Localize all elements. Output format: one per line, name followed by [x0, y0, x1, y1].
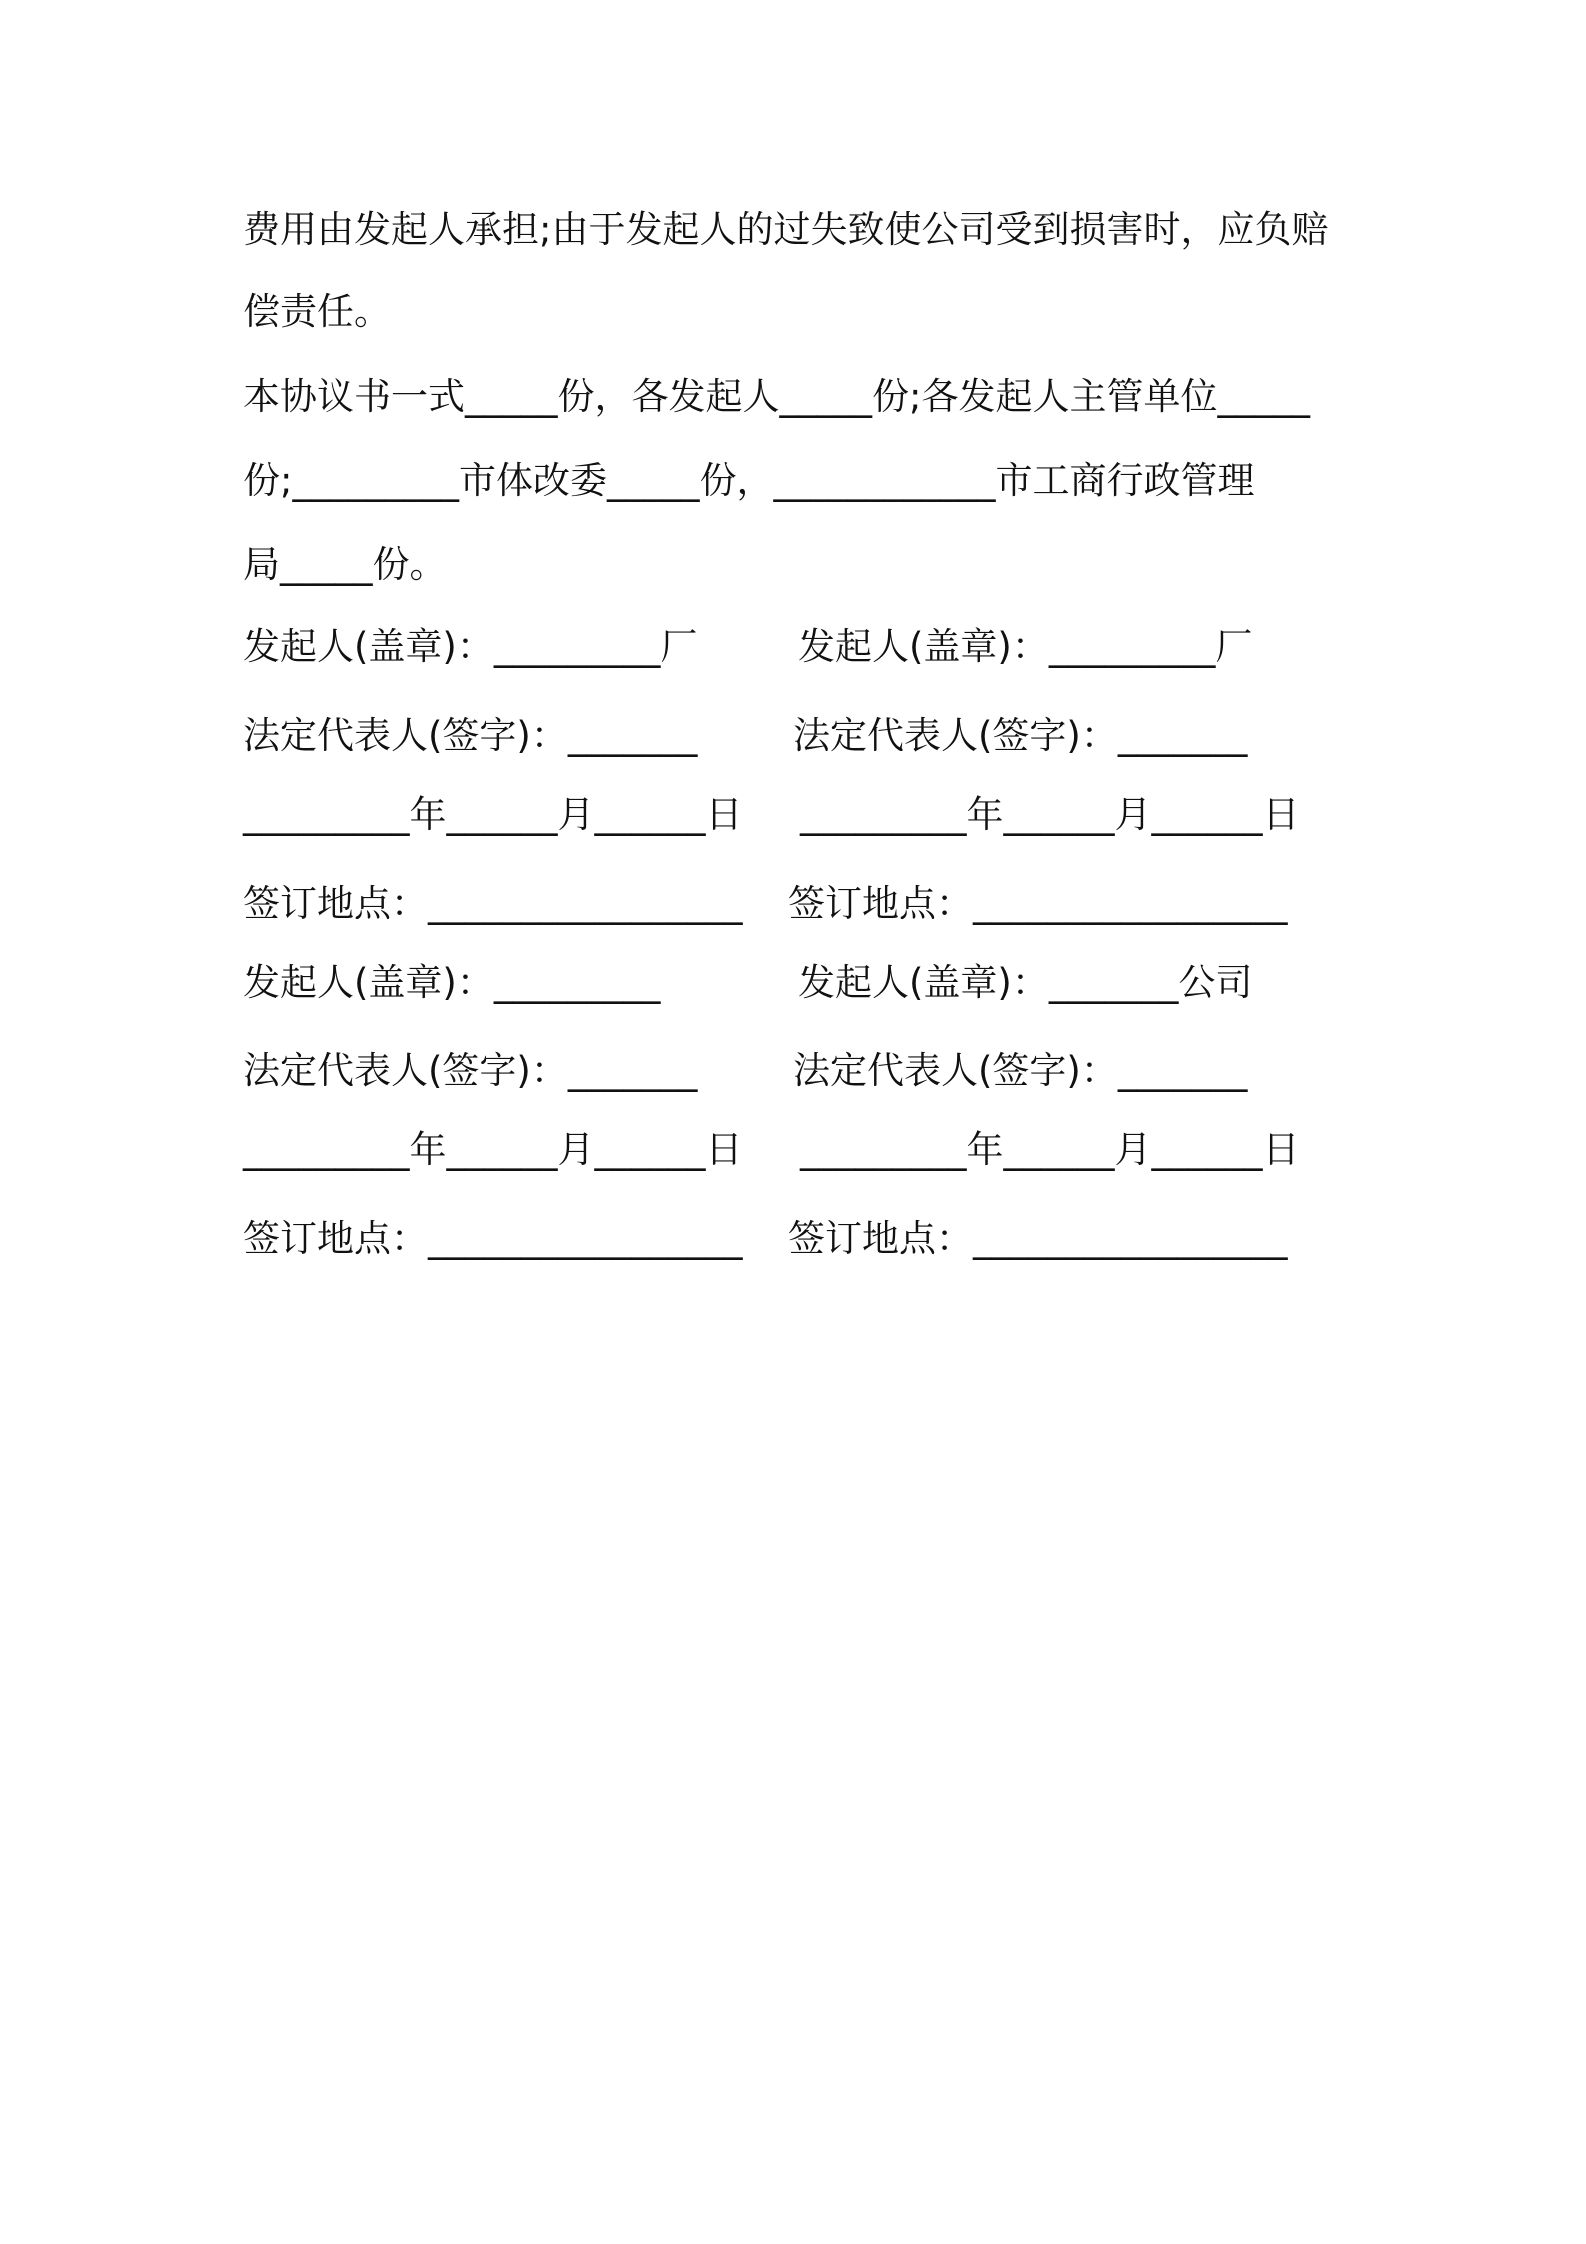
- paragraph1-line2: 偿责任。: [243, 290, 391, 333]
- block2-sponsor-right: 发起人(盖章)：_______公司: [798, 961, 1253, 1004]
- block1-place-right: 签订地点：_________________: [788, 882, 1288, 925]
- block1-date-left: _________年______月______日: [243, 793, 743, 836]
- block1-sponsor-left: 发起人(盖章)：_________厂: [243, 625, 698, 668]
- block2-date-left: _________年______月______日: [243, 1128, 743, 1171]
- block2-sponsor-left: 发起人(盖章)：_________: [243, 961, 661, 1004]
- block2-rep-left: 法定代表人(签字)：_______: [243, 1049, 698, 1092]
- block1-date-right: _________年______月______日: [800, 793, 1300, 836]
- block2-place-right: 签订地点：_________________: [788, 1217, 1288, 1260]
- block2-rep-right: 法定代表人(签字)：_______: [793, 1049, 1248, 1092]
- paragraph2-line3: 局_____份。: [243, 543, 447, 586]
- paragraph2-line1: 本协议书一式_____份，各发起人_____份;各发起人主管单位_____: [243, 375, 1310, 418]
- paragraph1-line1: 费用由发起人承担;由于发起人的过失致使公司受到损害时，应负赔: [243, 208, 1329, 251]
- block1-rep-right: 法定代表人(签字)：_______: [793, 714, 1248, 757]
- block1-sponsor-right: 发起人(盖章)：_________厂: [798, 625, 1253, 668]
- block1-rep-left: 法定代表人(签字)：_______: [243, 714, 698, 757]
- paragraph2-line2: 份;_________市体改委_____份，____________市工商行政管理: [243, 459, 1255, 502]
- block1-place-left: 签订地点：_________________: [243, 882, 743, 925]
- block2-date-right: _________年______月______日: [800, 1128, 1300, 1171]
- block2-place-left: 签订地点：_________________: [243, 1217, 743, 1260]
